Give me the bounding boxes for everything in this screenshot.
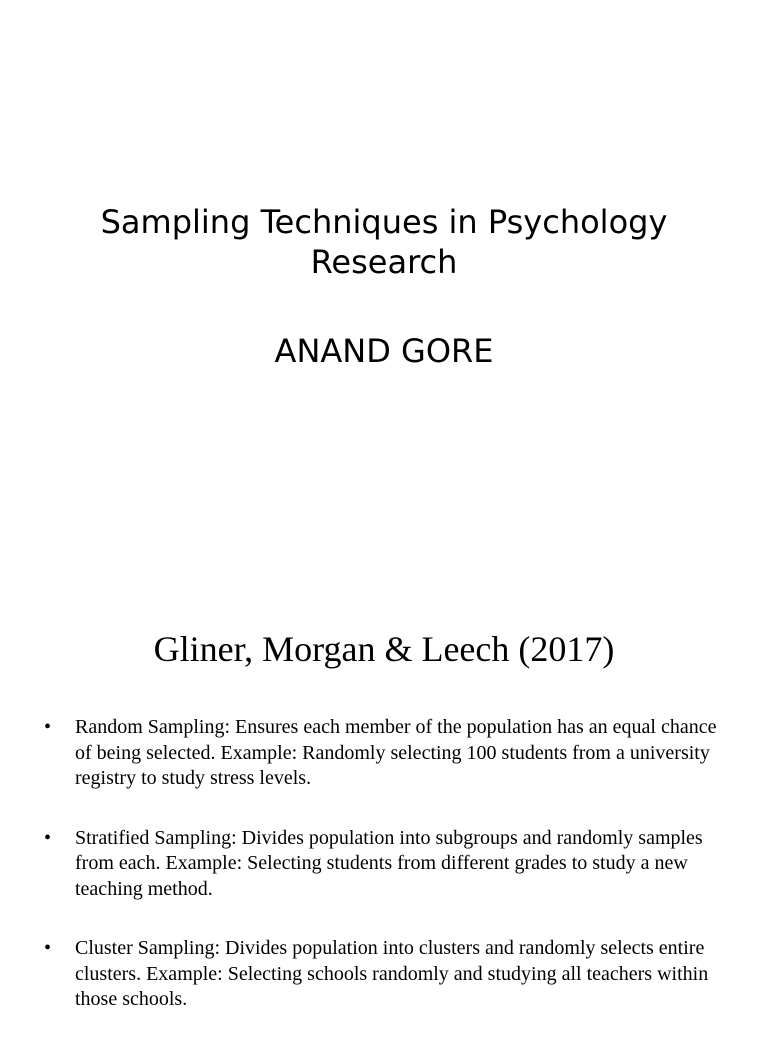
slide-title: Sampling Techniques in Psychology Research (100, 203, 668, 281)
list-item-cluster-sampling (40, 936, 730, 1013)
bullet-list (40, 715, 730, 1047)
bullet-icon: • (44, 716, 52, 738)
bullet-icon: • (44, 937, 52, 959)
section-heading: Gliner, Morgan & Leech (2017) (153, 629, 615, 669)
list-item-stratified-sampling (40, 826, 730, 903)
list-item-random-sampling (40, 715, 730, 792)
author-name: ANAND GORE (274, 332, 494, 370)
bullet-icon: • (44, 826, 52, 849)
bullet-text: Cluster Sampling: Divides population into clusters and randomly selects entire clusters. Example: Selecting schools randomly and studying all teachers within those schools. (75, 937, 709, 1010)
bullet-text: Random Sampling: Ensures each member of the population has an equal chance of being selected. Example: Randomly selecting 100 students from a university registry to study stress levels. (75, 716, 717, 789)
bullet-text: Stratified Sampling: Divides population into subgroups and randomly samples from each. Example: Selecting students from different grades to study a new teaching method. (75, 826, 703, 900)
